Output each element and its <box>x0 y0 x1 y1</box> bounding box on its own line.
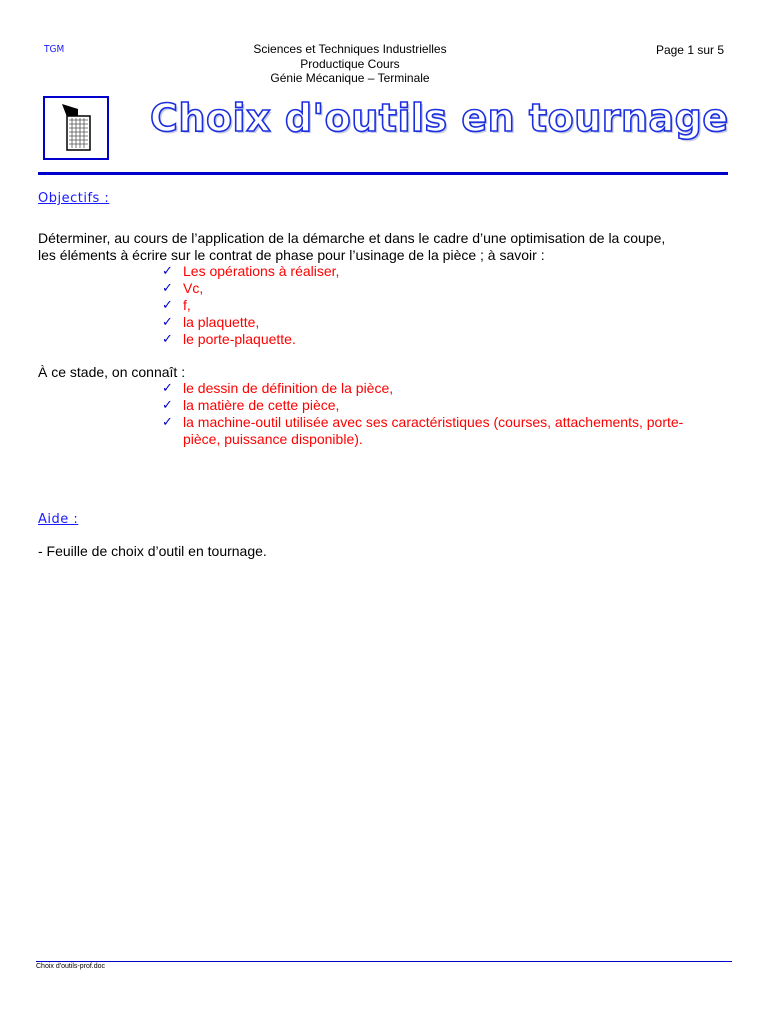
checkmark-icon: ✓ <box>162 298 173 313</box>
objectifs-list <box>160 263 720 348</box>
header-line: Productique Cours <box>300 56 400 71</box>
list-item <box>160 314 720 331</box>
list-item-text: le dessin de définition de la pièce, <box>183 380 394 396</box>
list-item <box>160 297 720 314</box>
aide-heading: Aide : <box>38 512 79 527</box>
page-title: Choix d'outils en tournage <box>150 96 729 140</box>
stade-intro: À ce stade, on connaît : <box>38 364 186 380</box>
checkmark-icon: ✓ <box>162 415 173 430</box>
checkmark-icon: ✓ <box>162 264 173 279</box>
intro-line: les éléments à écrire sur le contrat de phase pour l’usinage de la pièce ; à savoir : <box>38 247 545 263</box>
list-item-text: f, <box>183 297 191 313</box>
list-item <box>160 414 718 448</box>
list-item <box>160 263 720 280</box>
header-line: Génie Mécanique – Terminale <box>270 71 430 85</box>
title-divider <box>38 172 728 175</box>
list-item <box>160 380 720 397</box>
list-item-text: Les opérations à réaliser, <box>183 263 340 279</box>
list-item-text: Vc, <box>183 280 204 296</box>
checkmark-icon: ✓ <box>162 381 173 396</box>
footer-divider <box>36 961 732 962</box>
header-center <box>200 42 500 86</box>
checkmark-icon: ✓ <box>162 332 173 347</box>
list-item-text: la machine-outil utilisée avec ses caractéristiques (courses, attachements, porte-pièce, puissance disponible). <box>183 414 684 447</box>
checkmark-icon: ✓ <box>162 398 173 413</box>
page-number: Page 1 sur 5 <box>655 43 724 57</box>
list-item-text: la matière de cette pièce, <box>183 397 340 413</box>
list-item-text: le porte-plaquette. <box>183 331 296 347</box>
list-item <box>160 397 720 414</box>
intro-line: Déterminer, au cours de l’application de la démarche et dans le cadre d’une optimisation de la coupe, <box>38 230 666 246</box>
header-line: Sciences et Techniques Industrielles <box>253 42 447 56</box>
stade-list <box>160 380 720 448</box>
header-left-tag: TGM <box>44 44 65 55</box>
logo-box <box>43 96 109 160</box>
objectifs-intro <box>38 230 738 264</box>
list-item <box>160 280 720 297</box>
list-item <box>160 331 720 348</box>
checkmark-icon: ✓ <box>162 281 173 296</box>
turning-tool-icon <box>45 98 107 158</box>
footer-filename: Choix d'outils-prof.doc <box>36 963 106 970</box>
list-item-text: la plaquette, <box>183 314 260 330</box>
objectifs-heading: Objectifs : <box>38 191 110 206</box>
checkmark-icon: ✓ <box>162 315 173 330</box>
aide-text: - Feuille de choix d’outil en tournage. <box>38 543 267 559</box>
